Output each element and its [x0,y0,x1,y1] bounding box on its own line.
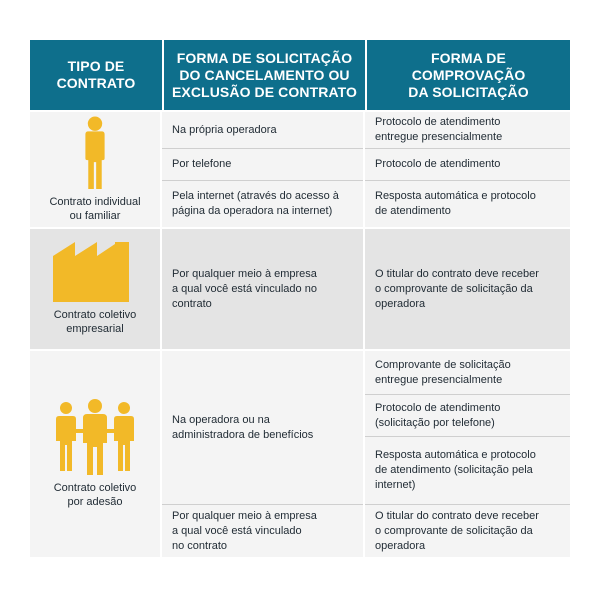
request-cell: Por qualquer meio à empresa a qual você está vinculado no contrato [172,267,317,310]
header-proof-method: FORMA DE COMPROVAÇÃO DA SOLICITAÇÃO [365,40,570,110]
row-individual-proofs [365,110,570,227]
proof-cell: O titular do contrato deve receber o comprovante de solicitação da operadora [365,504,570,557]
request-cell: Na operadora ou na administradora de benefícios [172,413,314,441]
proof-cell: Protocolo de atendimento entregue presencialmente [375,116,503,143]
proof-cell: Protocolo de atendimento (solicitação por telefone) [365,394,570,436]
header-request-method: FORMA DE SOLICITAÇÃO DO CANCELAMENTO OU EXCLUSÃO DE CONTRATO [162,40,365,110]
header-contract-type: TIPO DE CONTRATO [30,40,162,110]
request-cell: Por telefone [162,148,363,180]
row-membership-type [30,349,162,557]
row-business-proofs [365,227,570,349]
request-cell: Por qualquer meio à empresa a qual você está vinculado no contrato [162,504,363,557]
contract-type-label: Contrato coletivo por adesão [53,482,137,508]
row-individual-type [30,110,162,227]
request-cell: Pela internet (através do acesso à página da operadora na internet) [162,180,363,227]
row-individual-requests [162,110,365,227]
contract-type-label: Contrato coletivo empresarial [53,309,137,335]
proof-cell: Comprovante de solicitação entregue presencialmente [375,358,511,386]
contract-table [30,40,570,557]
proof-cell: Resposta automática e protocolo de atendimento (solicitação pela internet) [365,436,570,504]
row-business-requests [162,227,365,349]
row-membership-requests [162,349,365,557]
row-business-type [30,227,162,349]
proof-cell: Resposta automática e protocolo de atendimento [365,180,570,227]
proof-cell: O titular do contrato deve receber o comprovante de solicitação da operadora [375,267,539,310]
row-membership-proofs [365,349,570,557]
person-icon [82,116,108,189]
contract-type-label: Contrato individual ou familiar [49,196,141,222]
factory-icon [53,242,137,302]
group-icon [53,399,137,475]
request-cell: Na própria operadora [172,123,277,136]
proof-cell: Protocolo de atendimento [365,148,570,180]
